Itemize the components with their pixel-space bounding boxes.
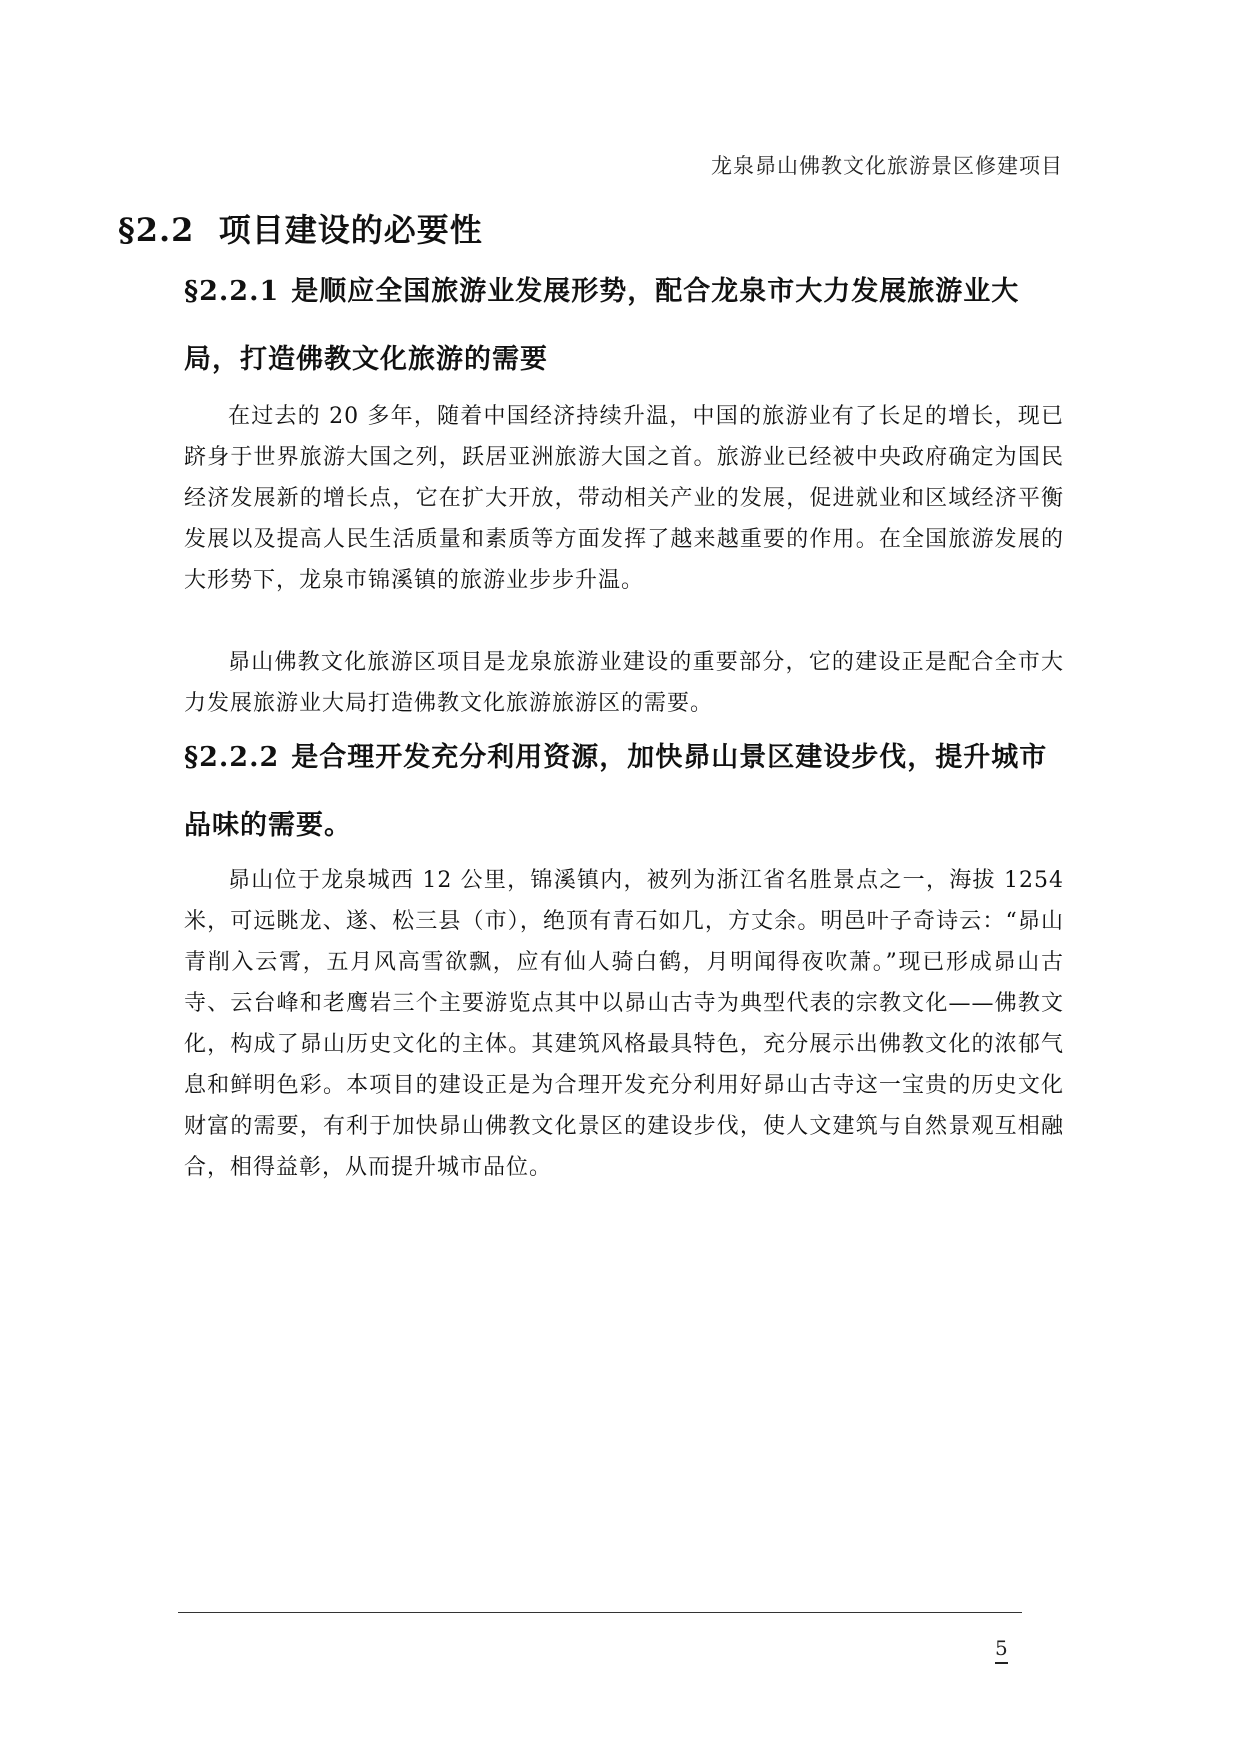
subsection-number: §2.2.2 <box>184 742 280 773</box>
subsection-title: 是顺应全国旅游业发展形势，配合龙泉市大力发展旅游业大局，打造佛教文化旅游的需要 <box>184 276 1020 375</box>
section-number: §2.2 <box>118 211 195 249</box>
section-title: 项目建设的必要性 <box>218 211 483 249</box>
paragraph: 昴山佛教文化旅游区项目是龙泉旅游业建设的重要部分，它的建设正是配合全市大力发展旅游业大局打造佛教文化旅游旅游区的需要。 <box>184 650 1064 716</box>
subsection-number: §2.2.1 <box>184 276 280 307</box>
subsection-title: 是合理开发充分利用资源，加快昴山景区建设步伐，提升城市品味的需要。 <box>184 742 1048 841</box>
paragraph: 昴山位于龙泉城西 12 公里，锦溪镇内，被列为浙江省名胜景点之一，海拔 1254 米，可远眺龙、遂、松三县（市），绝顶有青石如几，方丈余。明邑叶子奇诗云：“昴山青削入云霄，五月风高雪欲飘，应有仙人骑白鹤，月明闻得夜吹萧。”现已形成昴山古寺、云台峰和老鹰岩三个主要游览点其中以昴山古寺为典型代表的宗教文化——佛教文化，构成了昴山历史文化的主体。其建筑风格最具特色，充分展示出佛教文化的浓郁气息和鲜明色彩。本项目的建设正是为合理开发充分利用好昴山古寺这一宝贵的历史文化财富的需要，有利于加快昴山佛教文化景区的建设步伐，使人文建筑与自然景观互相融合，相得益彰，从而提升城市品位。 <box>184 868 1064 1180</box>
footer-rule <box>178 1612 1022 1613</box>
page-number: 5 <box>995 1636 1008 1664</box>
subsection-heading-2-2-2 <box>184 724 1064 860</box>
section-heading <box>118 205 483 251</box>
paragraph: 在过去的 20 多年，随着中国经济持续升温，中国的旅游业有了长足的增长，现已跻身于世界旅游大国之列，跃居亚洲旅游大国之首。旅游业已经被中央政府确定为国民经济发展新的增长点，它在扩大开放，带动相关产业的发展，促进就业和区域经济平衡发展以及提高人民生活质量和素质等方面发挥了越来越重要的作用。在全国旅游发展的大形势下，龙泉市锦溪镇的旅游业步步升温。 <box>184 404 1064 593</box>
running-header: 龙泉昴山佛教文化旅游景区修建项目 <box>711 154 1063 178</box>
subsection-heading-2-2-1 <box>184 258 1064 394</box>
